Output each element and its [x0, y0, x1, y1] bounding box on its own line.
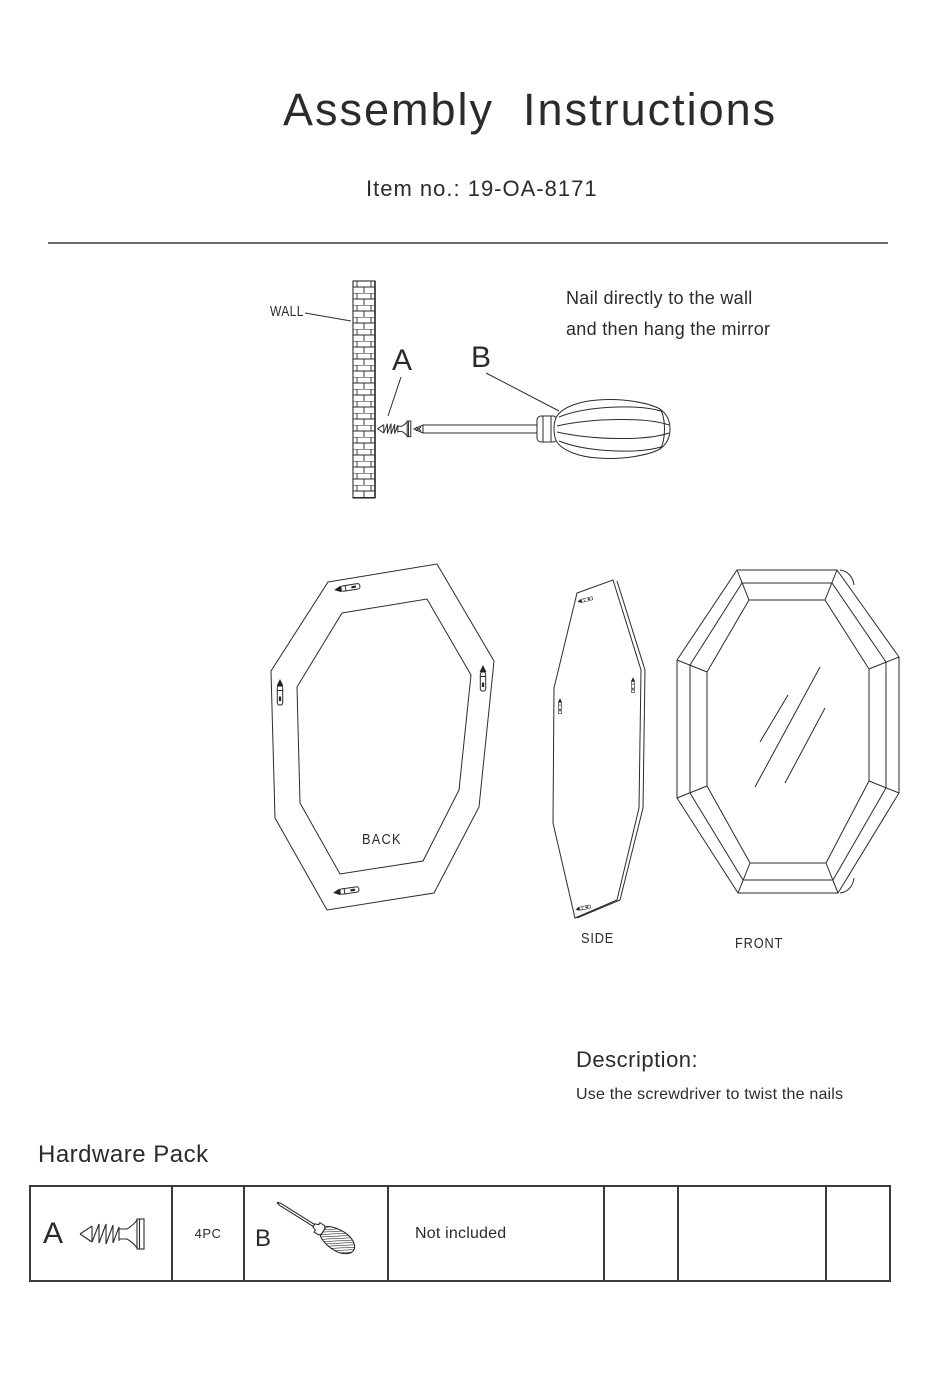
screwdriver-icon [414, 400, 670, 459]
screw-icon [378, 421, 411, 437]
keyhole-hanger-icon [277, 679, 284, 705]
side-view-label: SIDE [581, 930, 615, 947]
step-note-line2: and then hang the mirror [566, 319, 771, 339]
wall-leader-line [305, 313, 351, 321]
hardware-cell-empty-2 [679, 1187, 827, 1280]
part-b-label: B [255, 1225, 272, 1252]
part-b-callout: B [471, 341, 492, 374]
hardware-cell-part-a [31, 1187, 173, 1280]
hardware-cell-note [389, 1187, 605, 1280]
hardware-cell-empty-3 [827, 1187, 889, 1280]
back-view-label: BACK [362, 831, 402, 848]
keyhole-hanger-icon [480, 665, 487, 691]
hardware-cell-part-b [245, 1187, 389, 1280]
wall-label: WALL [270, 303, 304, 320]
divider-rule [48, 242, 888, 244]
mirror-front-view-drawing [677, 570, 899, 893]
hardware-table [29, 1185, 891, 1282]
item-number: Item no.: 19-OA-8171 [366, 176, 598, 201]
part-a-quantity: 4PC [194, 1226, 222, 1241]
brick-wall-drawing [353, 281, 375, 498]
label-a-leader-line [388, 377, 401, 416]
screw-icon [79, 1216, 149, 1252]
hardware-cell-empty-1 [605, 1187, 679, 1280]
mirror-side-view-drawing [553, 580, 645, 918]
step-diagram-drawing [305, 281, 670, 498]
label-b-leader-line [486, 373, 559, 411]
description-body: Use the screwdriver to twist the nails [576, 1086, 844, 1103]
keyhole-hanger-icon [333, 886, 360, 896]
not-included-note: Not included [415, 1224, 507, 1242]
description-heading: Description: [576, 1047, 699, 1072]
mirror-reflection-lines [755, 667, 825, 787]
keyhole-hanger-icon [575, 904, 591, 911]
hardware-pack-heading: Hardware Pack [38, 1141, 209, 1168]
keyhole-hanger-icon [334, 583, 361, 594]
keyhole-hanger-icon [577, 596, 593, 604]
keyhole-hanger-icon [631, 677, 635, 693]
part-a-label: A [43, 1216, 64, 1250]
hardware-cell-qty-a [173, 1187, 245, 1280]
keyhole-hanger-icon [558, 698, 562, 714]
step-note-line1: Nail directly to the wall [566, 288, 753, 308]
mirror-back-view-drawing [271, 564, 494, 910]
page-title: Assembly Instructions [283, 84, 778, 135]
front-view-label: FRONT [735, 935, 784, 952]
part-a-callout: A [392, 344, 413, 377]
